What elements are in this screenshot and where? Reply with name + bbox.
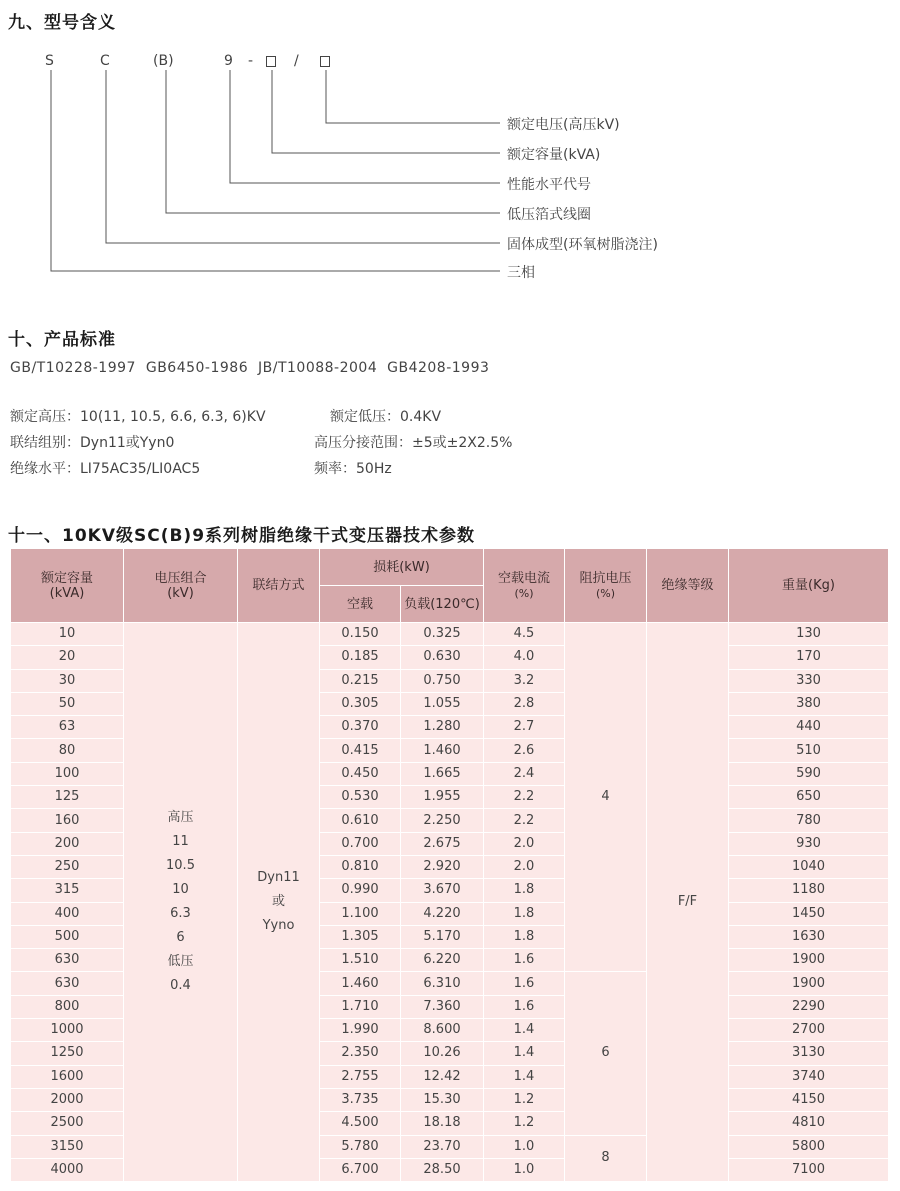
- cell-weight: 170: [729, 646, 889, 669]
- cell-noload-loss: 5.780: [320, 1135, 401, 1158]
- cell-capacity: 160: [11, 809, 124, 832]
- cell-noload-current: 1.4: [484, 1019, 565, 1042]
- header-impedance: 阻抗电压 (%): [565, 549, 647, 623]
- cell-weight: 330: [729, 669, 889, 692]
- cell-load-loss: 10.26: [401, 1042, 484, 1065]
- cell-noload-current: 1.8: [484, 925, 565, 948]
- cell-weight: 1900: [729, 949, 889, 972]
- cell-capacity: 30: [11, 669, 124, 692]
- code-c: C: [100, 53, 110, 69]
- header-connection: 联结方式: [238, 549, 320, 623]
- cell-load-loss: 2.675: [401, 832, 484, 855]
- voltage-combo-line: 6.3: [170, 906, 191, 922]
- cell-capacity: 630: [11, 972, 124, 995]
- code-dash: -: [248, 53, 254, 69]
- cell-noload-loss: 0.450: [320, 762, 401, 785]
- cell-noload-current: 2.6: [484, 739, 565, 762]
- voltage-combo-line: 6: [176, 930, 185, 946]
- cell-noload-loss: 3.735: [320, 1088, 401, 1111]
- cell-weight: 130: [729, 623, 889, 646]
- cell-impedance: 6: [565, 972, 647, 1135]
- cell-noload-current: 2.0: [484, 855, 565, 878]
- cell-noload-current: 1.2: [484, 1112, 565, 1135]
- legend-solid-cast: 固体成型(环氧树脂浇注): [507, 237, 658, 253]
- cell-capacity: 125: [11, 786, 124, 809]
- cell-weight: 1040: [729, 855, 889, 878]
- cell-noload-current: 1.6: [484, 949, 565, 972]
- cell-noload-current: 2.0: [484, 832, 565, 855]
- header-loss: 损耗(kW): [320, 549, 484, 586]
- cell-capacity: 50: [11, 692, 124, 715]
- cell-weight: 1180: [729, 879, 889, 902]
- section10-title: 十、产品标准: [8, 330, 116, 350]
- cell-noload-current: 1.0: [484, 1158, 565, 1181]
- code-9: 9: [224, 53, 233, 69]
- cell-noload-current: 1.2: [484, 1088, 565, 1111]
- cell-noload-current: 1.6: [484, 995, 565, 1018]
- param-rated-lv: 额定低压：0.4KV: [330, 409, 442, 425]
- cell-noload-current: 1.0: [484, 1135, 565, 1158]
- cell-load-loss: 3.670: [401, 879, 484, 902]
- cell-capacity: 800: [11, 995, 124, 1018]
- cell-capacity: 250: [11, 855, 124, 878]
- cell-load-loss: 1.280: [401, 716, 484, 739]
- cell-capacity: 500: [11, 925, 124, 948]
- section9-title: 九、型号含义: [8, 13, 116, 33]
- code-slash: /: [294, 53, 299, 69]
- cell-load-loss: 15.30: [401, 1088, 484, 1111]
- cell-connection: [238, 623, 320, 1182]
- cell-load-loss: 4.220: [401, 902, 484, 925]
- voltage-combo-line: 高压: [167, 810, 194, 826]
- cell-weight: 380: [729, 692, 889, 715]
- header-voltage: 电压组合 (kV): [124, 549, 238, 623]
- cell-weight: 2700: [729, 1019, 889, 1042]
- cell-load-loss: 5.170: [401, 925, 484, 948]
- cell-noload-loss: 0.610: [320, 809, 401, 832]
- header-insulation: 绝缘等级: [647, 549, 729, 623]
- legend-rated-voltage: 额定电压(高压kV): [507, 117, 620, 133]
- cell-weight: 3130: [729, 1042, 889, 1065]
- cell-noload-loss: 0.305: [320, 692, 401, 715]
- cell-capacity: 1600: [11, 1065, 124, 1088]
- cell-capacity: 1250: [11, 1042, 124, 1065]
- cell-weight: 1900: [729, 972, 889, 995]
- cell-weight: 4150: [729, 1088, 889, 1111]
- cell-noload-current: 3.2: [484, 669, 565, 692]
- legend-performance-code: 性能水平代号: [507, 177, 591, 193]
- cell-noload-loss: 0.990: [320, 879, 401, 902]
- cell-weight: 1630: [729, 925, 889, 948]
- cell-load-loss: 0.750: [401, 669, 484, 692]
- cell-weight: 650: [729, 786, 889, 809]
- cell-noload-loss: 0.810: [320, 855, 401, 878]
- cell-noload-current: 2.2: [484, 809, 565, 832]
- spec-table: [10, 548, 889, 1182]
- legend-rated-capacity: 额定容量(kVA): [507, 147, 601, 163]
- cell-noload-loss: 6.700: [320, 1158, 401, 1181]
- cell-noload-current: 1.8: [484, 902, 565, 925]
- cell-load-loss: 18.18: [401, 1112, 484, 1135]
- header-load-loss: 负载(120℃): [401, 586, 484, 623]
- cell-noload-current: 1.4: [484, 1065, 565, 1088]
- cell-capacity: 80: [11, 739, 124, 762]
- cell-capacity: 10: [11, 623, 124, 646]
- cell-load-loss: 1.665: [401, 762, 484, 785]
- cell-weight: 780: [729, 809, 889, 832]
- cell-impedance: 8: [565, 1135, 647, 1182]
- cell-weight: 930: [729, 832, 889, 855]
- cell-noload-current: 1.8: [484, 879, 565, 902]
- cell-noload-loss: 0.185: [320, 646, 401, 669]
- voltage-combo-line: 低压: [167, 954, 194, 970]
- cell-weight: 3740: [729, 1065, 889, 1088]
- legend-three-phase: 三相: [507, 265, 535, 281]
- cell-load-loss: 6.220: [401, 949, 484, 972]
- cell-weight: 2290: [729, 995, 889, 1018]
- cell-noload-current: 2.7: [484, 716, 565, 739]
- cell-insulation-class: F/F: [647, 623, 729, 1182]
- cell-noload-loss: 0.700: [320, 832, 401, 855]
- cell-noload-loss: 1.990: [320, 1019, 401, 1042]
- connection-line: 或: [271, 894, 285, 910]
- header-noload-loss: 空载: [320, 586, 401, 623]
- cell-noload-current: 1.4: [484, 1042, 565, 1065]
- cell-capacity: 1000: [11, 1019, 124, 1042]
- voltage-combo-line: 10.5: [166, 858, 195, 874]
- cell-noload-current: 2.2: [484, 786, 565, 809]
- param-insulation: 绝缘水平：LI75AC35/LI0AC5: [10, 461, 201, 477]
- cell-capacity: 200: [11, 832, 124, 855]
- voltage-combo-line: 0.4: [170, 978, 191, 994]
- model-code-leader-lines: [0, 0, 900, 300]
- cell-load-loss: 0.630: [401, 646, 484, 669]
- cell-noload-loss: 0.530: [320, 786, 401, 809]
- param-frequency: 频率：50Hz: [314, 461, 392, 477]
- param-connection: 联结组别：Dyn11或Yyn0: [10, 435, 175, 451]
- cell-load-loss: 7.360: [401, 995, 484, 1018]
- cell-capacity: 315: [11, 879, 124, 902]
- cell-capacity: 63: [11, 716, 124, 739]
- cell-load-loss: 1.055: [401, 692, 484, 715]
- header-capacity: 额定容量 (kVA): [11, 549, 124, 623]
- cell-noload-loss: 2.350: [320, 1042, 401, 1065]
- cell-noload-loss: 4.500: [320, 1112, 401, 1135]
- voltage-combo-line: 10: [172, 882, 189, 898]
- cell-weight: 590: [729, 762, 889, 785]
- table-row: [11, 623, 889, 646]
- cell-noload-current: 1.6: [484, 972, 565, 995]
- cell-capacity: 2500: [11, 1112, 124, 1135]
- connection-line: Dyn11: [257, 870, 300, 886]
- cell-voltage-combination: [124, 623, 238, 1182]
- cell-noload-current: 4.0: [484, 646, 565, 669]
- cell-load-loss: 8.600: [401, 1019, 484, 1042]
- cell-load-loss: 1.955: [401, 786, 484, 809]
- header-weight: 重量(Kg): [729, 549, 889, 623]
- param-rated-hv: 额定高压：10(11, 10.5, 6.6, 6.3, 6)KV: [10, 409, 266, 425]
- cell-noload-loss: 0.215: [320, 669, 401, 692]
- cell-load-loss: 1.460: [401, 739, 484, 762]
- cell-noload-loss: 0.370: [320, 716, 401, 739]
- cell-weight: 4810: [729, 1112, 889, 1135]
- cell-noload-loss: 2.755: [320, 1065, 401, 1088]
- param-tap-range: 高压分接范围：±5或±2X2.5%: [314, 435, 513, 451]
- cell-capacity: 630: [11, 949, 124, 972]
- section11-title: 十一、10KV级SC(B)9系列树脂绝缘干式变压器技术参数: [8, 526, 476, 546]
- cell-noload-loss: 1.510: [320, 949, 401, 972]
- cell-noload-loss: 0.415: [320, 739, 401, 762]
- cell-capacity: 2000: [11, 1088, 124, 1111]
- cell-capacity: 4000: [11, 1158, 124, 1181]
- cell-noload-current: 2.4: [484, 762, 565, 785]
- cell-load-loss: 2.250: [401, 809, 484, 832]
- cell-load-loss: 23.70: [401, 1135, 484, 1158]
- cell-weight: 510: [729, 739, 889, 762]
- cell-load-loss: 2.920: [401, 855, 484, 878]
- cell-noload-loss: 1.460: [320, 972, 401, 995]
- cell-capacity: 100: [11, 762, 124, 785]
- standards-line: GB/T10228-1997 GB6450-1986 JB/T10088-2004 GB4208-1993: [10, 360, 490, 376]
- cell-noload-current: 2.8: [484, 692, 565, 715]
- cell-noload-loss: 1.305: [320, 925, 401, 948]
- cell-noload-loss: 1.710: [320, 995, 401, 1018]
- connection-line: Yyno: [262, 918, 295, 934]
- cell-noload-loss: 1.100: [320, 902, 401, 925]
- cell-noload-current: 4.5: [484, 623, 565, 646]
- cell-weight: 1450: [729, 902, 889, 925]
- voltage-combo-line: 11: [172, 834, 189, 850]
- cell-load-loss: 12.42: [401, 1065, 484, 1088]
- code-s: S: [45, 53, 54, 69]
- cell-load-loss: 28.50: [401, 1158, 484, 1181]
- cell-capacity: 3150: [11, 1135, 124, 1158]
- cell-load-loss: 6.310: [401, 972, 484, 995]
- cell-capacity: 400: [11, 902, 124, 925]
- cell-capacity: 20: [11, 646, 124, 669]
- header-noload-current: 空载电流 (%): [484, 549, 565, 623]
- cell-noload-loss: 0.150: [320, 623, 401, 646]
- cell-impedance: 4: [565, 623, 647, 972]
- cell-load-loss: 0.325: [401, 623, 484, 646]
- cell-weight: 440: [729, 716, 889, 739]
- cell-weight: 5800: [729, 1135, 889, 1158]
- cell-weight: 7100: [729, 1158, 889, 1181]
- legend-foil-coil: 低压箔式线圈: [507, 207, 591, 223]
- code-b: (B): [153, 53, 174, 69]
